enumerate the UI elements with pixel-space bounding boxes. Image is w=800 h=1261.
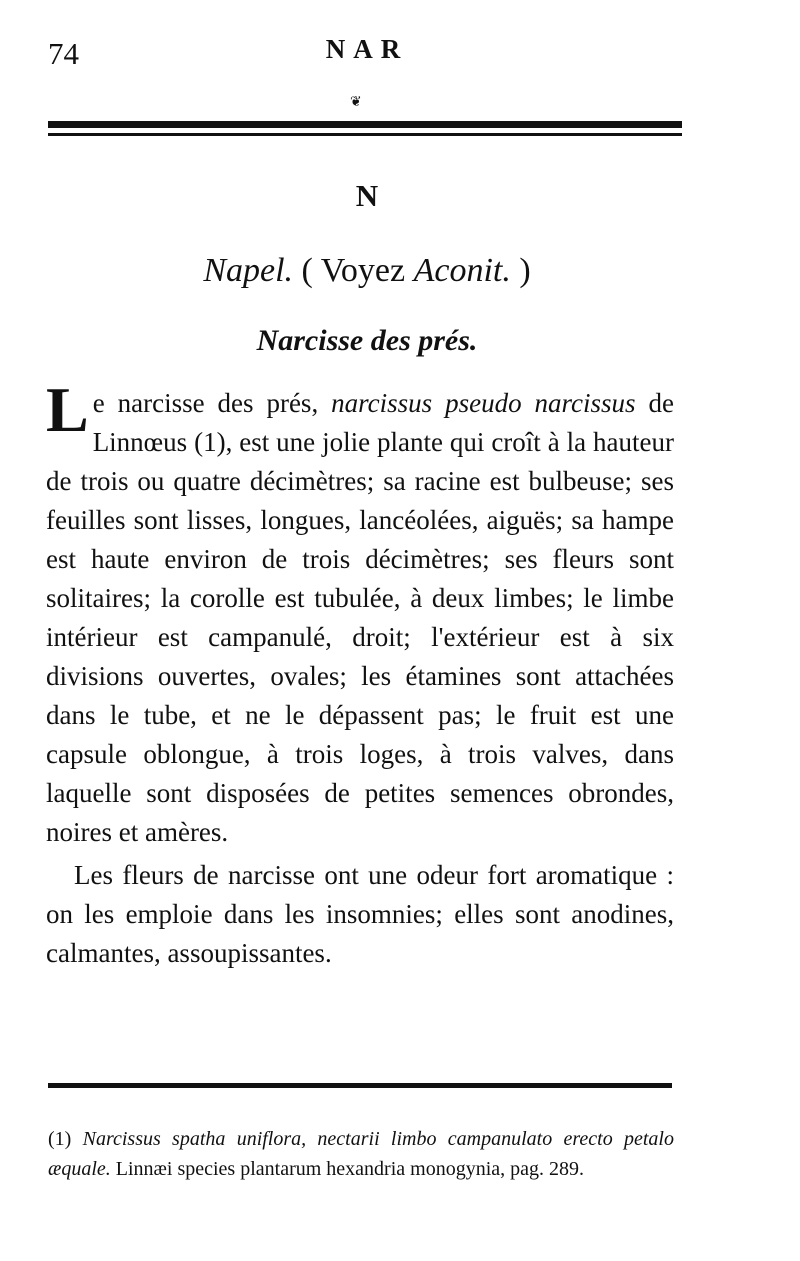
xref-close: ) (510, 252, 531, 289)
drop-cap: L (46, 374, 89, 445)
xref-open: ( Voyez (293, 252, 414, 289)
p1-latin-name: narcissus pseudo narcissus (331, 388, 636, 418)
paragraph-1 (46, 374, 674, 852)
xref-target[interactable]: Aconit. (413, 252, 511, 289)
footnote-rest: Linnæi species plantarum hexandria monogynia, pag. 289. (110, 1158, 585, 1180)
section-letter: N (355, 178, 379, 213)
fleuron-ornament: ❦ (350, 95, 362, 110)
paragraph-2: Les fleurs de narcisse ont une odeur fort aromatique : on les emploie dans les insomnies; elles sont anodines, calmantes, assoupissantes. (46, 860, 674, 968)
entry-title: Narcisse des prés. (256, 324, 478, 357)
running-head: NAR (325, 34, 409, 64)
entry-body (46, 374, 674, 973)
page-number: 74 (48, 36, 79, 71)
footnote-marker: (1) (48, 1128, 83, 1150)
header-rule-thick (48, 121, 682, 128)
footnote-rule (48, 1083, 672, 1088)
footnote-latin: Narcissus spatha uniflora, nectarii limbo campanulato erecto petalo æquale. (48, 1128, 674, 1180)
p1-rest: de Linnœus (1), est une jolie plante qui croît à la hauteur de trois ou quatre décimètres; sa racine est bulbeuse; ses feuilles sont lisses, longues, lancéolées, aiguës; sa hampe est haute environ de trois décimètres; ses fleurs sont solitaires; la corolle est tubulée, à deux limbes; le limbe intérieur est campanulé, droit; l'extérieur est à six divisions ouvertes, ovales; les étamines sont attachées dans le tube, et ne le dépassent pas; le fruit est une capsule oblongue, à trois loges, à trois valves, dans laquelle sont disposées de petites semences obrondes, noires et amères. (46, 388, 674, 847)
footnote (48, 1124, 674, 1184)
header-rule-thin (48, 133, 682, 136)
p1-start: e narcisse des prés, (92, 388, 332, 418)
cross-reference (0, 252, 734, 290)
xref-term: Napel. (203, 252, 294, 289)
